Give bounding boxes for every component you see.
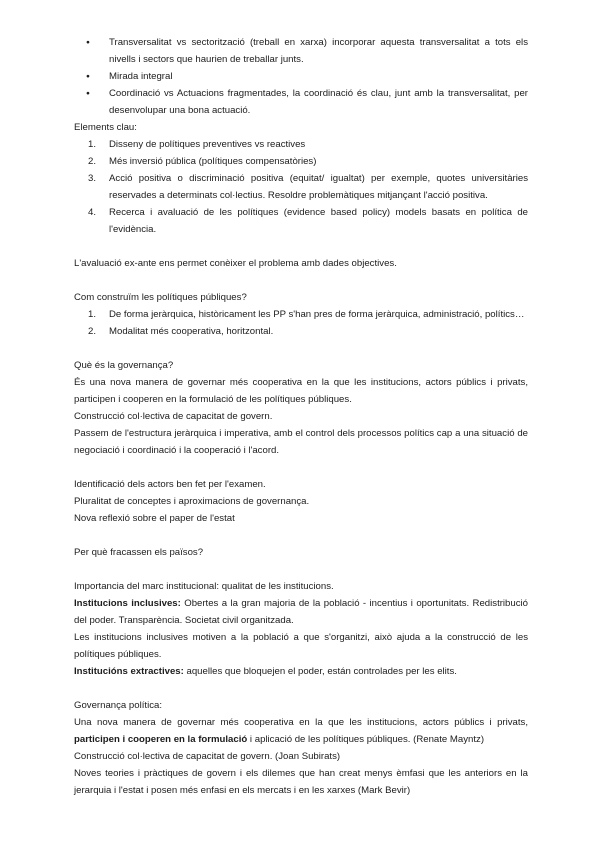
bevir-quote: Noves teories i pràctiques de govern i els dilemes que han creat menys èmfasi que les anteriors en la jerarquia i l'estat i posen més enfasi en els mercats i en les xarxes (Mark Bevir) xyxy=(74,768,528,796)
inclusive-institutions xyxy=(74,595,528,629)
list-number: 1. xyxy=(88,309,97,320)
list-text: Recerca i avaluació de les polítiques (evidence based policy) models basats en política de l'evidència. xyxy=(109,207,528,235)
list-text: Modalitat més cooperativa, horitzontal. xyxy=(109,326,274,337)
list-text: De forma jeràrquica, històricament les PP s'han pres de forma jeràrquica, administració, polítics… xyxy=(109,309,525,320)
construction-item xyxy=(74,323,528,340)
note-line: Pluralitat de conceptes i aproximacions de governança. xyxy=(74,496,310,507)
list-text: Disseny de polítiques preventives vs reactives xyxy=(109,139,306,150)
extractive-institutions xyxy=(74,663,528,680)
bullet-item: ● Transversalitat vs sectorització (treball en xarxa) incorporar aquesta transversalitat a tots els nivells i sectors que haurien de treballar junts. xyxy=(74,34,528,68)
list-text: Acció positiva o discriminació positiva (equitat/ igualtat) per exemple, quotes universitàries reservades a determinats col·lectius. Resoldre problemàtiques mitjançant l'acció positiva. xyxy=(109,173,528,201)
institutions-importance: Importancia del marc institucional: qualitat de les institucions. xyxy=(74,581,334,592)
elements-item xyxy=(74,170,528,204)
extractive-text: aquelles que bloquejen el poder, están controlades per les elits. xyxy=(183,666,457,677)
governance-question: Què és la governança? xyxy=(74,360,174,371)
subirats-quote: Construcció col·lectiva de capacitat de govern. (Joan Subirats) xyxy=(74,751,341,762)
bullet-item: ● Coordinació vs Actuacions fragmentades, la coordinació és clau, junt amb la transversalitat, per desenvolupar una bona actuació. xyxy=(74,85,528,119)
list-text: Més inversió pública (polítiques compensatòries) xyxy=(109,156,317,167)
political-governance-definition xyxy=(74,714,528,748)
inclusive-text: Obertes a la gran majoria de la població - incentius i oportunitats. Redistribució del poder. Transparència. Societat civil organitzada. xyxy=(74,598,528,626)
list-number: 2. xyxy=(88,156,97,167)
elements-heading: Elements clau: xyxy=(74,122,137,133)
list-number: 1. xyxy=(88,139,97,150)
definition-bold: participen i cooperen en la formulació xyxy=(74,734,248,745)
construction-item xyxy=(74,306,528,323)
note-line: Nova reflexió sobre el paper de l'estat xyxy=(74,513,235,524)
list-number: 4. xyxy=(88,207,97,218)
construction-list xyxy=(74,306,528,340)
inclusive-effect: Les institucions inclusives motiven a la població a que s'organitzi, això ajuda a la construcció de les polítiques públiques. xyxy=(74,632,528,660)
list-number: 3. xyxy=(88,173,97,184)
elements-list xyxy=(74,136,528,238)
top-bullet-list xyxy=(74,34,528,119)
definition-line-2: i aplicació de les polítiques públiques. (Renate Mayntz) xyxy=(247,734,485,745)
evaluation-paragraph: L'avaluació ex-ante ens permet conèixer el problema amb dades objectives. xyxy=(74,258,397,269)
note-line: Identificació dels actors ben fet per l'examen. xyxy=(74,479,266,490)
bullet-item: ● Mirada integral xyxy=(74,68,528,85)
governance-definition: És una nova manera de governar més cooperativa en la que les institucions, actors públics i privats, participen i cooperen en la formulació de les polítiques públiques. xyxy=(74,377,528,405)
elements-item xyxy=(74,136,528,153)
political-governance-heading: Governança política: xyxy=(74,700,162,711)
governance-shift: Passem de l'estructura jeràrquica i imperativa, amb el control dels processos polítics cap a una situació de negociació i coordinació i la cooperació i l'acord. xyxy=(74,428,528,456)
elements-item xyxy=(74,204,528,238)
extractive-label: Institucións extractives: xyxy=(74,666,184,677)
governance-capacity: Construcció col·lectiva de capacitat de govern. xyxy=(74,411,273,422)
failure-question: Per què fracassen els països? xyxy=(74,547,204,558)
document-page xyxy=(74,34,528,799)
inclusive-label: Institucions inclusives: xyxy=(74,598,181,609)
list-number: 2. xyxy=(88,326,97,337)
elements-item xyxy=(74,153,528,170)
construction-question: Com construïm les polítiques públiques? xyxy=(74,292,247,303)
definition-line-1: Una nova manera de governar més cooperativa en la que les institucions, actors públics i privats, xyxy=(74,717,528,728)
